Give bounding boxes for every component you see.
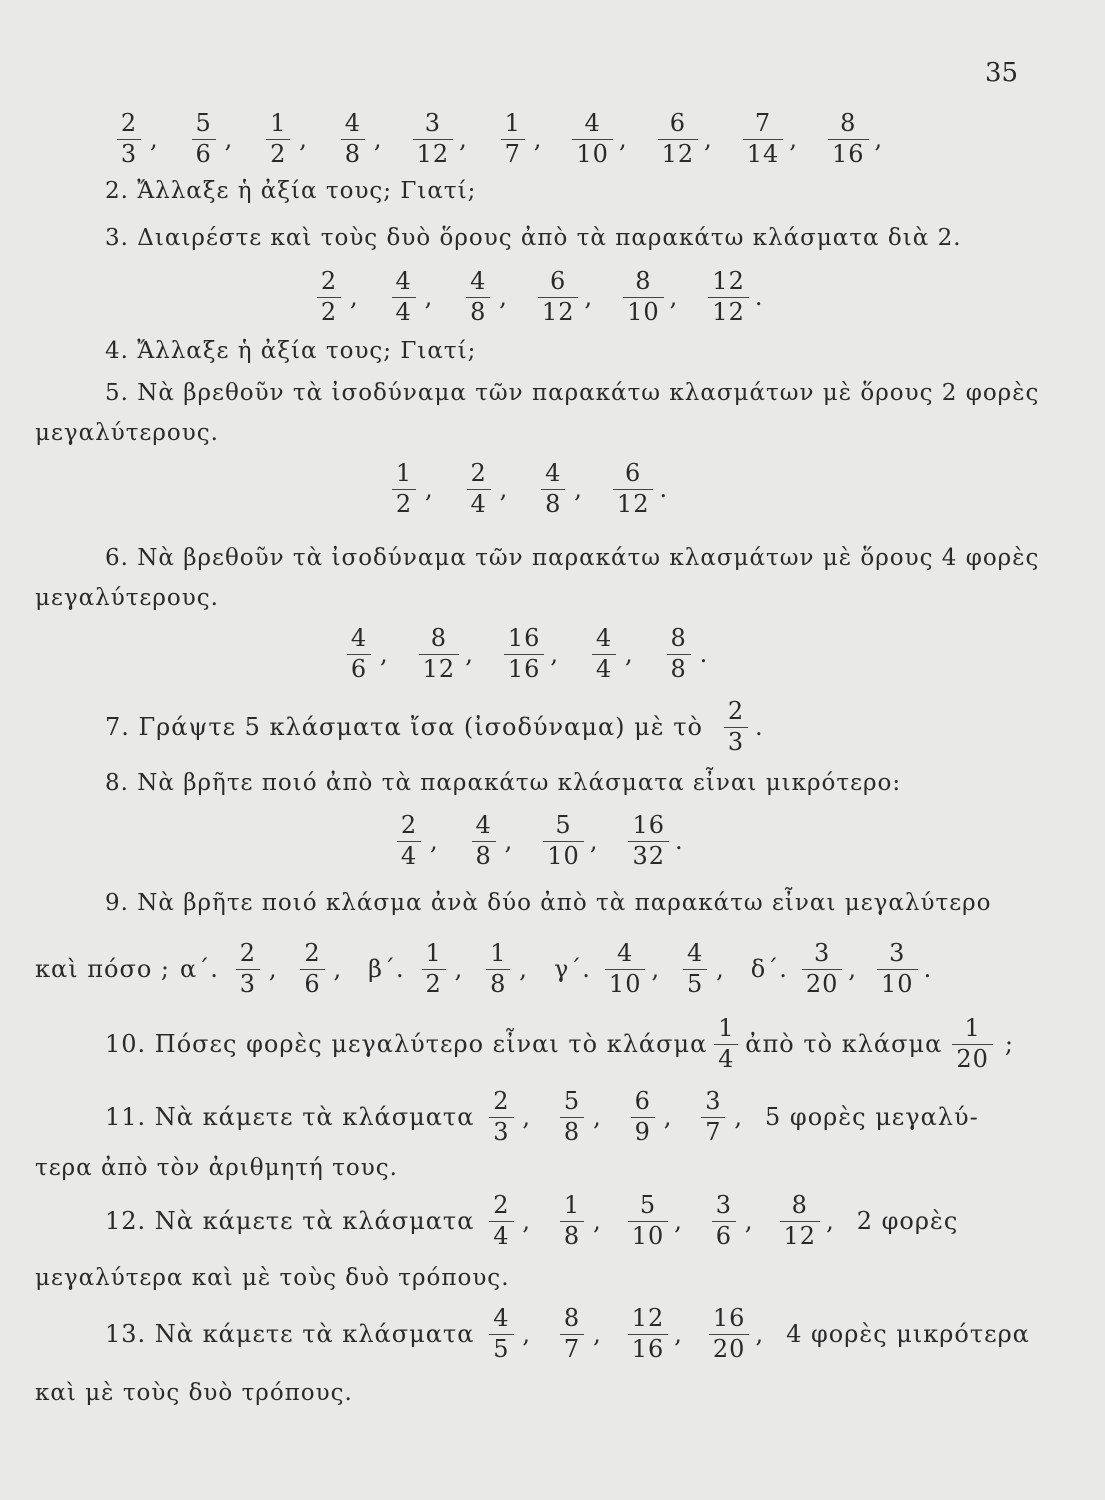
separator: , bbox=[333, 955, 343, 984]
separator: , bbox=[755, 1320, 765, 1349]
numerator: 12 bbox=[631, 1304, 665, 1332]
fraction bbox=[557, 1305, 587, 1363]
exercise-9-lead: καὶ πόσο ; bbox=[35, 955, 171, 984]
fraction bbox=[486, 1192, 516, 1250]
period: . bbox=[754, 713, 764, 742]
fraction bbox=[628, 1088, 658, 1146]
exercise-4: 4. Ἄλλαξε ἡ ἀξία τους; Γιατί; bbox=[105, 338, 477, 364]
exercise-tail: 4 φορὲς μικρότερα bbox=[786, 1320, 1030, 1349]
numerator: 2 bbox=[239, 939, 256, 967]
numerator: 8 bbox=[635, 267, 652, 295]
fraction bbox=[952, 1015, 993, 1073]
fraction bbox=[419, 625, 460, 683]
numerator: 8 bbox=[840, 109, 857, 137]
denominator: 10 bbox=[572, 139, 613, 169]
numerator: 4 bbox=[344, 109, 362, 137]
numerator: 1 bbox=[425, 939, 442, 967]
separator: , bbox=[504, 827, 514, 856]
numerator: 4 bbox=[584, 109, 601, 137]
denominator: 6 bbox=[192, 139, 216, 169]
denominator: 20 bbox=[952, 1044, 993, 1074]
denominator: 10 bbox=[877, 969, 918, 999]
denominator: 7 bbox=[501, 139, 525, 169]
fraction bbox=[314, 268, 344, 326]
denominator: 8 bbox=[466, 297, 490, 327]
numerator: 1 bbox=[964, 1014, 981, 1042]
separator: , bbox=[716, 955, 725, 984]
fraction bbox=[743, 110, 784, 168]
fraction bbox=[486, 1305, 516, 1363]
numerator: 1 bbox=[270, 109, 287, 137]
exercise-12 bbox=[105, 1192, 958, 1250]
fraction-row-3 bbox=[310, 268, 789, 326]
separator: , bbox=[663, 1103, 673, 1132]
numerator: 2 bbox=[400, 811, 418, 839]
fraction bbox=[802, 940, 843, 998]
fraction bbox=[263, 110, 293, 168]
exercise-7-text: 7. Γράψτε 5 κλάσματα ἴσα (ἰσοδύναμα) μὲ τὸ bbox=[105, 713, 703, 742]
exercise-12-line-2: μεγαλύτερα καὶ μὲ τοὺς δυὸ τρόπους. bbox=[35, 1265, 510, 1291]
fraction bbox=[486, 1088, 516, 1146]
denominator: 14 bbox=[743, 139, 784, 169]
exercise-13-text: 13. Νὰ κάμετε τὰ κλάσματα bbox=[105, 1320, 475, 1349]
part-label: β΄. bbox=[368, 955, 405, 984]
separator: . bbox=[923, 955, 933, 984]
fraction bbox=[780, 1192, 821, 1250]
separator: . bbox=[699, 640, 709, 669]
separator: , bbox=[734, 1103, 743, 1132]
exercise-tail: 2 φορὲς bbox=[856, 1207, 959, 1236]
exercise-10-mid: ἀπὸ τὸ κλάσμα bbox=[745, 1030, 943, 1059]
denominator: 4 bbox=[467, 489, 491, 519]
separator: , bbox=[533, 125, 543, 154]
numerator: 5 bbox=[639, 1191, 657, 1219]
fraction bbox=[543, 812, 584, 870]
fraction bbox=[711, 1015, 741, 1073]
separator: , bbox=[589, 827, 599, 856]
numerator: 4 bbox=[686, 939, 704, 967]
fraction bbox=[483, 940, 513, 998]
denominator: 10 bbox=[623, 297, 664, 327]
numerator: 8 bbox=[563, 1304, 581, 1332]
fraction-row-8 bbox=[390, 812, 710, 870]
numerator: 2 bbox=[304, 939, 321, 967]
numerator: 7 bbox=[754, 109, 772, 137]
fraction bbox=[664, 625, 694, 683]
fraction bbox=[389, 268, 419, 326]
separator: , bbox=[704, 125, 713, 154]
fraction bbox=[344, 625, 374, 683]
denominator: 6 bbox=[712, 1221, 736, 1251]
separator: , bbox=[550, 640, 560, 669]
separator: , bbox=[459, 125, 468, 154]
separator: , bbox=[593, 1207, 602, 1236]
denominator: 3 bbox=[489, 1117, 513, 1147]
fraction bbox=[394, 812, 424, 870]
denominator: 16 bbox=[504, 654, 545, 684]
numerator: 6 bbox=[634, 1087, 651, 1115]
numerator: 4 bbox=[617, 939, 634, 967]
numerator: 4 bbox=[493, 1304, 510, 1332]
fraction bbox=[557, 1088, 587, 1146]
exercise-3: 3. Διαιρέστε καὶ τοὺς δυὸ ὅρους ἀπὸ τὰ παρακάτω κλάσματα διὰ 2. bbox=[105, 225, 962, 251]
numerator: 2 bbox=[120, 109, 138, 137]
denominator: 5 bbox=[489, 1334, 513, 1364]
denominator: 2 bbox=[392, 489, 416, 519]
numerator: 1 bbox=[490, 939, 507, 967]
denominator: 7 bbox=[701, 1117, 725, 1147]
denominator: 12 bbox=[658, 139, 699, 169]
denominator: 8 bbox=[341, 139, 365, 169]
denominator: 4 bbox=[489, 1221, 513, 1251]
numerator: 16 bbox=[712, 1304, 746, 1332]
fraction bbox=[628, 1192, 669, 1250]
exercise-tail: 5 φορὲς μεγαλύ- bbox=[764, 1103, 979, 1132]
denominator: 9 bbox=[631, 1117, 655, 1147]
fraction bbox=[114, 110, 144, 168]
numerator: 4 bbox=[475, 811, 492, 839]
separator: , bbox=[744, 1207, 754, 1236]
denominator: 3 bbox=[117, 139, 141, 169]
denominator: 5 bbox=[683, 969, 707, 999]
separator: . bbox=[659, 475, 669, 504]
fraction bbox=[469, 812, 499, 870]
fraction bbox=[628, 1305, 669, 1363]
denominator: 8 bbox=[486, 969, 510, 999]
denominator: 2 bbox=[317, 297, 341, 327]
separator: , bbox=[574, 475, 583, 504]
denominator: 6 bbox=[347, 654, 371, 684]
separator: , bbox=[674, 1320, 683, 1349]
fraction bbox=[658, 110, 699, 168]
fraction bbox=[605, 940, 646, 998]
fraction bbox=[557, 1192, 587, 1250]
numerator: 6 bbox=[625, 459, 642, 487]
exercise-10-text: 10. Πόσες φορὲς μεγαλύτερο εἶναι τὸ κλάσμα bbox=[105, 1030, 708, 1059]
fraction-row-5 bbox=[385, 460, 694, 518]
fraction bbox=[709, 1305, 750, 1363]
separator: , bbox=[499, 283, 508, 312]
numerator: 6 bbox=[669, 109, 686, 137]
exercise-13 bbox=[105, 1305, 1030, 1363]
fraction bbox=[463, 268, 493, 326]
fraction bbox=[389, 460, 419, 518]
part-label: δ΄. bbox=[750, 955, 788, 984]
numerator: 1 bbox=[395, 459, 413, 487]
exercise-13-line-2: καὶ μὲ τοὺς δυὸ τρόπους. bbox=[35, 1380, 353, 1406]
denominator: 3 bbox=[236, 969, 260, 999]
separator: , bbox=[848, 955, 858, 984]
numerator: 1 bbox=[563, 1191, 581, 1219]
separator: , bbox=[593, 1103, 602, 1132]
fraction bbox=[623, 268, 664, 326]
fraction bbox=[189, 110, 219, 168]
numerator: 4 bbox=[395, 267, 412, 295]
fraction bbox=[589, 625, 619, 683]
fraction bbox=[298, 940, 328, 998]
numerator: 3 bbox=[889, 939, 906, 967]
separator: , bbox=[789, 125, 798, 154]
numerator: 2 bbox=[727, 697, 745, 725]
separator: , bbox=[424, 283, 434, 312]
numerator: 2 bbox=[320, 267, 338, 295]
denominator: 12 bbox=[538, 297, 579, 327]
numerator: 3 bbox=[813, 939, 831, 967]
fraction bbox=[413, 110, 454, 168]
question-mark: ; bbox=[1004, 1030, 1014, 1059]
exercise-12-text: 12. Νὰ κάμετε τὰ κλάσματα bbox=[105, 1207, 475, 1236]
denominator: 2 bbox=[266, 139, 290, 169]
fraction bbox=[233, 940, 263, 998]
exercise-11-line-2: τερα ἀπὸ τὸν ἀριθμητή τους. bbox=[35, 1155, 398, 1181]
separator: , bbox=[465, 640, 474, 669]
numerator: 6 bbox=[550, 267, 567, 295]
separator: , bbox=[625, 640, 634, 669]
denominator: 4 bbox=[392, 297, 416, 327]
numerator: 4 bbox=[470, 267, 487, 295]
numerator: 1 bbox=[718, 1014, 735, 1042]
separator: , bbox=[651, 955, 661, 984]
numerator: 2 bbox=[493, 1191, 510, 1219]
fraction bbox=[538, 460, 568, 518]
denominator: 12 bbox=[419, 654, 460, 684]
separator: . bbox=[754, 283, 764, 312]
denominator: 7 bbox=[560, 1334, 584, 1364]
denominator: 10 bbox=[543, 841, 584, 871]
exercise-11 bbox=[105, 1088, 979, 1146]
denominator: 20 bbox=[709, 1334, 750, 1364]
separator: , bbox=[826, 1207, 835, 1236]
numerator: 5 bbox=[563, 1087, 581, 1115]
denominator: 8 bbox=[560, 1221, 584, 1251]
separator: , bbox=[430, 827, 439, 856]
exercise-5-line-1: 5. Νὰ βρεθοῦν τὰ ἰσοδύναμα τῶν παρακάτω κλασμάτων μὲ ὅρους 2 φορὲς bbox=[105, 380, 1040, 406]
separator: , bbox=[299, 125, 308, 154]
separator: , bbox=[150, 125, 159, 154]
fraction-row-6 bbox=[340, 625, 734, 683]
denominator: 8 bbox=[667, 654, 691, 684]
denominator: 8 bbox=[560, 1117, 584, 1147]
fraction bbox=[709, 1192, 739, 1250]
numerator: 3 bbox=[705, 1087, 722, 1115]
exercise-9-line-2 bbox=[35, 940, 948, 998]
separator: , bbox=[669, 283, 679, 312]
denominator: 8 bbox=[472, 841, 496, 871]
numerator: 4 bbox=[595, 624, 613, 652]
separator: , bbox=[674, 1207, 683, 1236]
fraction bbox=[708, 268, 749, 326]
fraction bbox=[419, 940, 449, 998]
denominator: 16 bbox=[828, 139, 869, 169]
fraction bbox=[721, 698, 751, 756]
numerator: 4 bbox=[545, 459, 562, 487]
separator: , bbox=[593, 1320, 602, 1349]
denominator: 12 bbox=[413, 139, 454, 169]
page-number: 35 bbox=[985, 58, 1019, 88]
denominator: 12 bbox=[780, 1221, 821, 1251]
exercise-6-line-2: μεγαλύτερους. bbox=[35, 585, 219, 611]
separator: , bbox=[499, 475, 509, 504]
separator: , bbox=[618, 125, 628, 154]
separator: , bbox=[522, 1103, 532, 1132]
numerator: 8 bbox=[670, 624, 687, 652]
denominator: 20 bbox=[802, 969, 843, 999]
numerator: 16 bbox=[507, 624, 541, 652]
separator: , bbox=[425, 475, 434, 504]
denominator: 2 bbox=[422, 969, 446, 999]
exercise-11-text: 11. Νὰ κάμετε τὰ κλάσματα bbox=[105, 1103, 475, 1132]
numerator: 8 bbox=[791, 1191, 808, 1219]
separator: , bbox=[224, 125, 234, 154]
numerator: 16 bbox=[632, 811, 666, 839]
denominator: 10 bbox=[628, 1221, 669, 1251]
numerator: 12 bbox=[712, 267, 745, 295]
fraction-row-1 bbox=[110, 110, 909, 168]
denominator: 3 bbox=[724, 727, 748, 757]
exercise-8: 8. Νὰ βρῆτε ποιό ἀπὸ τὰ παρακάτω κλάσματα εἶναι μικρότερο: bbox=[105, 770, 902, 796]
denominator: 4 bbox=[592, 654, 616, 684]
separator: , bbox=[522, 1207, 532, 1236]
denominator: 32 bbox=[628, 841, 669, 871]
separator: , bbox=[874, 125, 884, 154]
denominator: 4 bbox=[714, 1044, 738, 1074]
fraction bbox=[613, 460, 654, 518]
separator: , bbox=[584, 283, 594, 312]
denominator: 16 bbox=[628, 1334, 669, 1364]
numerator: 4 bbox=[350, 624, 368, 652]
numerator: 5 bbox=[555, 811, 572, 839]
numerator: 8 bbox=[430, 624, 448, 652]
fraction bbox=[538, 268, 579, 326]
separator: , bbox=[519, 955, 528, 984]
fraction bbox=[698, 1088, 728, 1146]
denominator: 4 bbox=[397, 841, 421, 871]
exercise-6-line-1: 6. Νὰ βρεθοῦν τὰ ἰσοδύναμα τῶν παρακάτω κλασμάτων μὲ ὅρους 4 φορὲς bbox=[105, 545, 1040, 571]
part-label: α΄. bbox=[180, 955, 219, 984]
exercise-5-line-2: μεγαλύτερους. bbox=[35, 420, 219, 446]
numerator: 2 bbox=[493, 1087, 510, 1115]
separator: , bbox=[350, 283, 359, 312]
separator: , bbox=[268, 955, 278, 984]
fraction bbox=[628, 812, 669, 870]
separator: , bbox=[522, 1320, 532, 1349]
numerator: 1 bbox=[504, 109, 521, 137]
fraction bbox=[338, 110, 368, 168]
numerator: 5 bbox=[195, 109, 212, 137]
exercise-9-line-1: 9. Νὰ βρῆτε ποιό κλάσμα ἀνὰ δύο ἀπὸ τὰ παρακάτω εἶναι μεγαλύτερο bbox=[105, 890, 992, 916]
denominator: 6 bbox=[300, 969, 324, 999]
fraction bbox=[877, 940, 918, 998]
numerator: 2 bbox=[470, 459, 487, 487]
denominator: 12 bbox=[708, 297, 749, 327]
numerator: 3 bbox=[715, 1191, 733, 1219]
separator: , bbox=[380, 640, 389, 669]
denominator: 12 bbox=[613, 489, 654, 519]
fraction bbox=[464, 460, 494, 518]
exercise-10 bbox=[105, 1015, 1014, 1073]
separator: . bbox=[675, 827, 684, 856]
fraction bbox=[498, 110, 528, 168]
separator: , bbox=[454, 955, 464, 984]
exercise-7 bbox=[105, 698, 764, 756]
fraction bbox=[828, 110, 869, 168]
part-label: γ΄. bbox=[553, 955, 591, 984]
numerator: 3 bbox=[424, 109, 441, 137]
exercise-2: 2. Ἄλλαξε ἡ ἀξία τους; Γιατί; bbox=[105, 178, 477, 204]
fraction bbox=[680, 940, 710, 998]
fraction bbox=[572, 110, 613, 168]
denominator: 10 bbox=[605, 969, 646, 999]
separator: , bbox=[373, 125, 383, 154]
fraction bbox=[504, 625, 545, 683]
denominator: 8 bbox=[541, 489, 565, 519]
